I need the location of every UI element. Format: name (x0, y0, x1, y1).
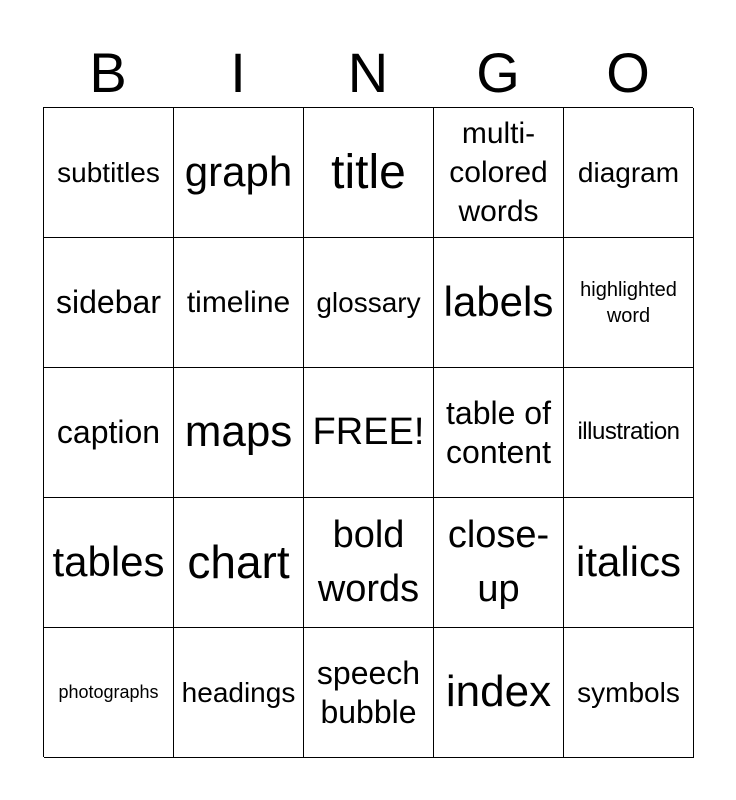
cell-label: photographs (58, 682, 159, 703)
bingo-cell[interactable] (304, 628, 434, 758)
bingo-cell[interactable] (304, 238, 434, 368)
cell-label: bold words (317, 514, 420, 610)
cell-label: subtitles (57, 157, 160, 188)
bingo-board (43, 107, 693, 757)
cell-label: labels (443, 278, 554, 326)
cell-label: maps (184, 407, 293, 457)
cell-label: caption (56, 414, 161, 451)
bingo-cell[interactable] (434, 498, 564, 628)
cell-label: tables (52, 538, 165, 586)
header-letter-o: O (606, 41, 650, 104)
bingo-cell[interactable] (304, 108, 434, 238)
cell-label: headings (181, 677, 296, 708)
bingo-cell[interactable] (174, 108, 304, 238)
header-letter-i: I (230, 41, 246, 104)
cell-label: symbols (577, 677, 680, 708)
bingo-cell[interactable] (174, 368, 304, 498)
bingo-cell[interactable] (564, 628, 694, 758)
cell-label: close- up (447, 514, 550, 610)
cell-label: multi- colored words (449, 117, 548, 228)
bingo-cell[interactable] (434, 238, 564, 368)
bingo-header (43, 40, 693, 106)
cell-label: chart (187, 535, 290, 588)
cell-label: speech bubble (316, 655, 421, 730)
bingo-cell[interactable] (44, 498, 174, 628)
cell-label: italics (575, 538, 682, 586)
bingo-cell[interactable] (174, 498, 304, 628)
header-letter-b: B (89, 41, 127, 104)
header-letter-n: N (347, 41, 389, 104)
cell-label: title (331, 145, 406, 199)
bingo-cell[interactable] (564, 498, 694, 628)
bingo-cell[interactable] (44, 238, 174, 368)
bingo-cell[interactable] (44, 108, 174, 238)
cell-label: index (445, 667, 552, 717)
bingo-cell[interactable] (44, 628, 174, 758)
cell-label: illustration (577, 418, 680, 446)
bingo-cell[interactable] (434, 368, 564, 498)
free-space-label: FREE! (312, 410, 425, 453)
bingo-cell[interactable] (174, 628, 304, 758)
bingo-cell[interactable] (434, 108, 564, 238)
cell-label: glossary (316, 287, 421, 318)
bingo-cell[interactable] (564, 108, 694, 238)
cell-label: sidebar (56, 284, 161, 321)
cell-label: table of content (446, 395, 551, 470)
cell-label: highlighted word (580, 278, 677, 327)
cell-label: diagram (577, 157, 680, 188)
cell-label: graph (184, 148, 293, 196)
cell-label: timeline (186, 286, 291, 319)
bingo-cell[interactable] (564, 238, 694, 368)
bingo-cell[interactable] (304, 498, 434, 628)
bingo-cell[interactable] (44, 368, 174, 498)
bingo-cell[interactable] (174, 238, 304, 368)
free-space[interactable] (304, 368, 434, 498)
bingo-cell[interactable] (564, 368, 694, 498)
bingo-cell[interactable] (434, 628, 564, 758)
header-letter-g: G (476, 41, 520, 104)
